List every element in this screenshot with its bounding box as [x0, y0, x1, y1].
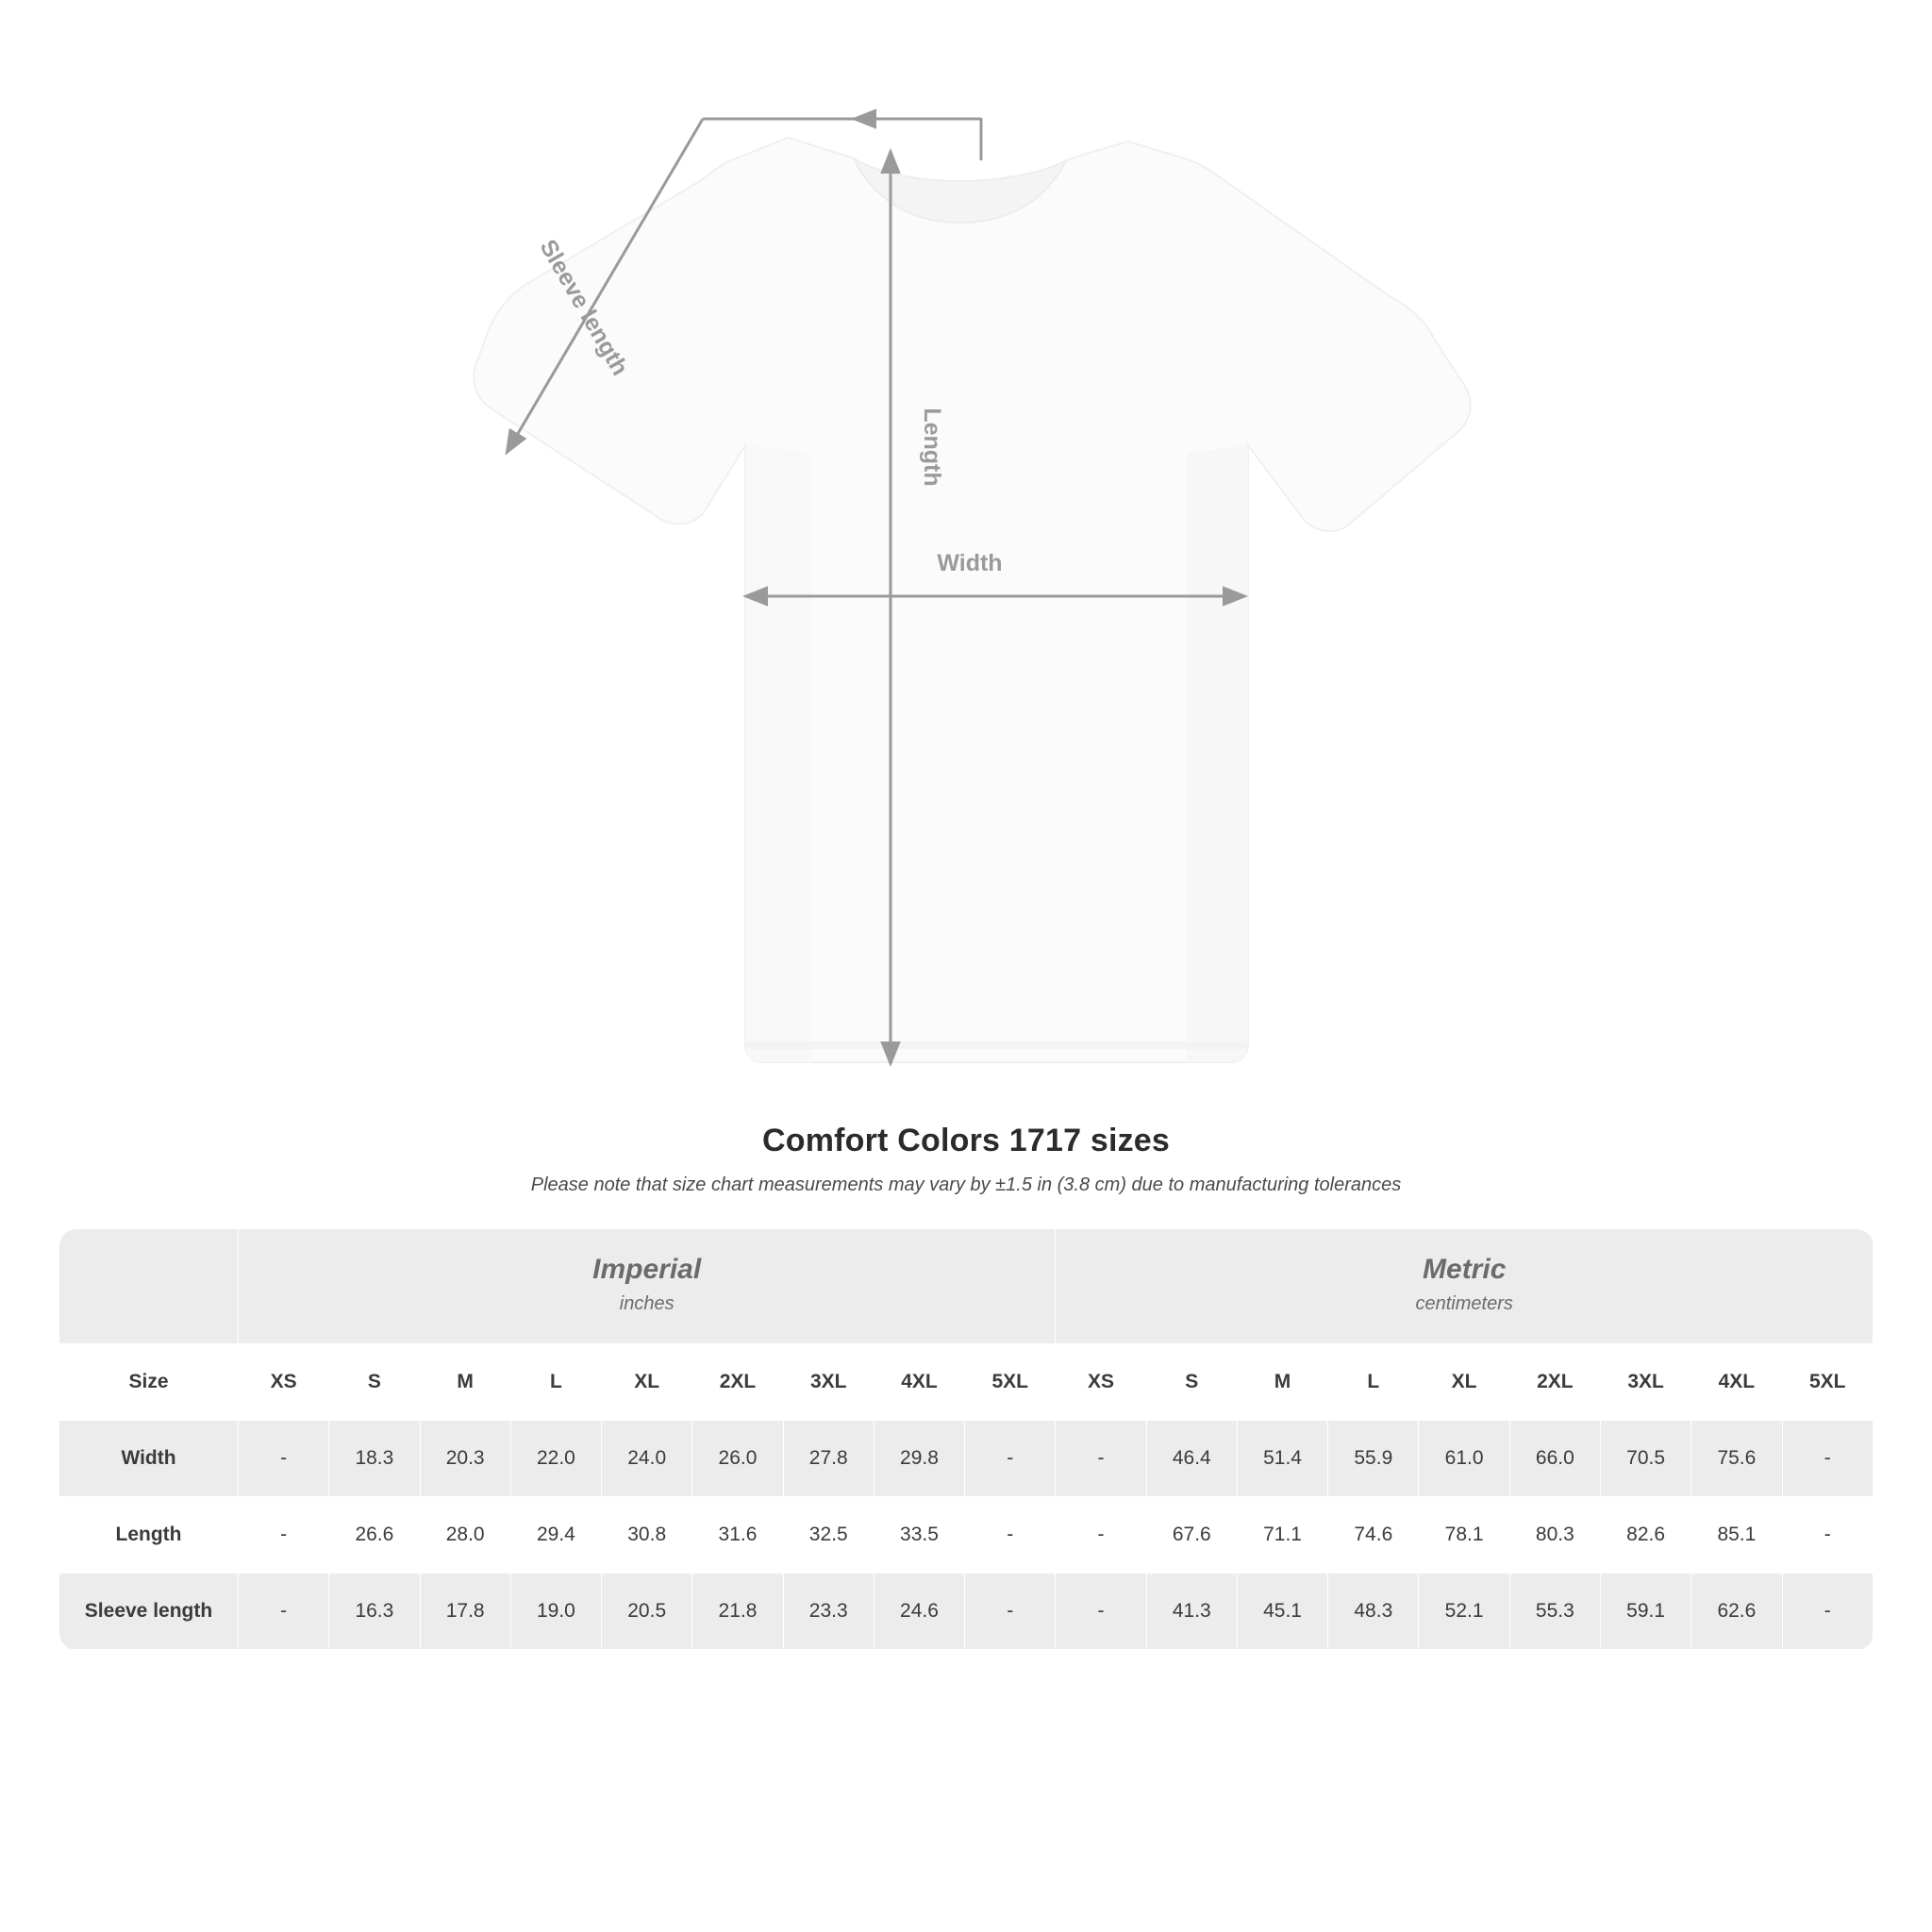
size-header-metric-4xl: 4XL — [1691, 1344, 1782, 1421]
cell-length-metric-3xl: 82.6 — [1600, 1497, 1690, 1574]
cell-length-imperial-s: 26.6 — [329, 1497, 420, 1574]
size-header-metric-xs: XS — [1056, 1344, 1146, 1421]
cell-sleeve-imperial-m: 17.8 — [420, 1574, 510, 1650]
cell-length-metric-xl: 78.1 — [1419, 1497, 1509, 1574]
unit-header-spacer — [59, 1229, 239, 1344]
size-table-wrapper — [58, 1228, 1874, 1650]
metric-label: Metric — [1423, 1254, 1507, 1285]
cell-length-imperial-xl: 30.8 — [602, 1497, 692, 1574]
length-label: Length — [919, 408, 945, 487]
cell-width-metric-5xl: - — [1782, 1421, 1873, 1497]
size-header-imperial-4xl: 4XL — [874, 1344, 964, 1421]
cell-length-imperial-3xl: 32.5 — [783, 1497, 874, 1574]
size-header-imperial-l: L — [510, 1344, 601, 1421]
cell-length-metric-xs: - — [1056, 1497, 1146, 1574]
cell-sleeve-imperial-5xl: - — [965, 1574, 1056, 1650]
tshirt-shape — [474, 138, 1470, 1062]
cell-width-metric-l: 55.9 — [1328, 1421, 1419, 1497]
cell-width-imperial-s: 18.3 — [329, 1421, 420, 1497]
unit-header-imperial — [239, 1229, 1056, 1344]
cell-width-metric-s: 46.4 — [1146, 1421, 1237, 1497]
table-row — [59, 1574, 1874, 1650]
cell-length-imperial-5xl: - — [965, 1497, 1056, 1574]
cell-sleeve-imperial-2xl: 21.8 — [692, 1574, 783, 1650]
cell-sleeve-imperial-4xl: 24.6 — [874, 1574, 964, 1650]
imperial-label: Imperial — [592, 1254, 702, 1285]
cell-sleeve-imperial-3xl: 23.3 — [783, 1574, 874, 1650]
size-header-imperial-s: S — [329, 1344, 420, 1421]
tolerance-note: Please note that size chart measurements may vary by ±1.5 in (3.8 cm) due to manufacturing tolerances — [530, 1174, 1402, 1195]
table-row — [59, 1497, 1874, 1574]
cell-sleeve-imperial-l: 19.0 — [510, 1574, 601, 1650]
cell-length-metric-l: 74.6 — [1328, 1497, 1419, 1574]
cell-sleeve-metric-2xl: 55.3 — [1509, 1574, 1600, 1650]
size-table — [58, 1228, 1874, 1650]
size-header-metric-2xl: 2XL — [1509, 1344, 1600, 1421]
size-header-imperial-3xl: 3XL — [783, 1344, 874, 1421]
cell-length-metric-s: 67.6 — [1146, 1497, 1237, 1574]
cell-width-metric-xl: 61.0 — [1419, 1421, 1509, 1497]
cell-sleeve-metric-5xl: - — [1782, 1574, 1873, 1650]
cell-length-imperial-xs: - — [239, 1497, 329, 1574]
cell-length-metric-2xl: 80.3 — [1509, 1497, 1600, 1574]
size-header-imperial-5xl: 5XL — [965, 1344, 1056, 1421]
cell-width-metric-4xl: 75.6 — [1691, 1421, 1782, 1497]
size-header-metric-xl: XL — [1419, 1344, 1509, 1421]
sleeve-length-label: Sleeve length — [534, 235, 634, 380]
size-header-metric-l: L — [1328, 1344, 1419, 1421]
cell-sleeve-metric-4xl: 62.6 — [1691, 1574, 1782, 1650]
row-label-length: Length — [59, 1497, 239, 1574]
cell-sleeve-metric-l: 48.3 — [1328, 1574, 1419, 1650]
cell-width-imperial-3xl: 27.8 — [783, 1421, 874, 1497]
cell-width-metric-m: 51.4 — [1237, 1421, 1327, 1497]
cell-sleeve-metric-3xl: 59.1 — [1600, 1574, 1690, 1650]
cell-width-imperial-l: 22.0 — [510, 1421, 601, 1497]
cell-sleeve-metric-xs: - — [1056, 1574, 1146, 1650]
size-header-row — [59, 1344, 1874, 1421]
cell-width-imperial-xs: - — [239, 1421, 329, 1497]
size-header-imperial-xs: XS — [239, 1344, 329, 1421]
row-label-width: Width — [59, 1421, 239, 1497]
cell-width-imperial-xl: 24.0 — [602, 1421, 692, 1497]
cell-width-metric-xs: - — [1056, 1421, 1146, 1497]
size-header-metric-s: S — [1146, 1344, 1237, 1421]
size-header-metric-3xl: 3XL — [1600, 1344, 1690, 1421]
metric-sub: centimeters — [1415, 1293, 1513, 1314]
unit-header-metric — [1056, 1229, 1874, 1344]
cell-length-imperial-2xl: 31.6 — [692, 1497, 783, 1574]
size-header-imperial-xl: XL — [602, 1344, 692, 1421]
imperial-sub: inches — [619, 1293, 675, 1314]
cell-width-metric-3xl: 70.5 — [1600, 1421, 1690, 1497]
size-header-imperial-m: M — [420, 1344, 510, 1421]
cell-width-metric-2xl: 66.0 — [1509, 1421, 1600, 1497]
page-title: Comfort Colors 1717 sizes — [761, 1123, 1171, 1158]
width-label: Width — [937, 550, 1003, 576]
cell-width-imperial-4xl: 29.8 — [874, 1421, 964, 1497]
cell-length-metric-m: 71.1 — [1237, 1497, 1327, 1574]
cell-sleeve-imperial-xs: - — [239, 1574, 329, 1650]
cell-sleeve-imperial-s: 16.3 — [329, 1574, 420, 1650]
table-row — [59, 1421, 1874, 1497]
cell-width-imperial-m: 20.3 — [420, 1421, 510, 1497]
cell-length-imperial-l: 29.4 — [510, 1497, 601, 1574]
size-header-metric-5xl: 5XL — [1782, 1344, 1873, 1421]
unit-header-row — [59, 1229, 1874, 1344]
size-header-label: Size — [59, 1344, 239, 1421]
cell-length-imperial-4xl: 33.5 — [874, 1497, 964, 1574]
cell-width-imperial-2xl: 26.0 — [692, 1421, 783, 1497]
cell-sleeve-metric-xl: 52.1 — [1419, 1574, 1509, 1650]
row-label-sleeve-length: Sleeve length — [59, 1574, 239, 1650]
cell-width-imperial-5xl: - — [965, 1421, 1056, 1497]
cell-sleeve-metric-s: 41.3 — [1146, 1574, 1237, 1650]
cell-length-metric-5xl: - — [1782, 1497, 1873, 1574]
cell-length-imperial-m: 28.0 — [420, 1497, 510, 1574]
cell-sleeve-metric-m: 45.1 — [1237, 1574, 1327, 1650]
cell-sleeve-imperial-xl: 20.5 — [602, 1574, 692, 1650]
title-block — [0, 1123, 1932, 1196]
size-header-metric-m: M — [1237, 1344, 1327, 1421]
cell-length-metric-4xl: 85.1 — [1691, 1497, 1782, 1574]
size-header-imperial-2xl: 2XL — [692, 1344, 783, 1421]
